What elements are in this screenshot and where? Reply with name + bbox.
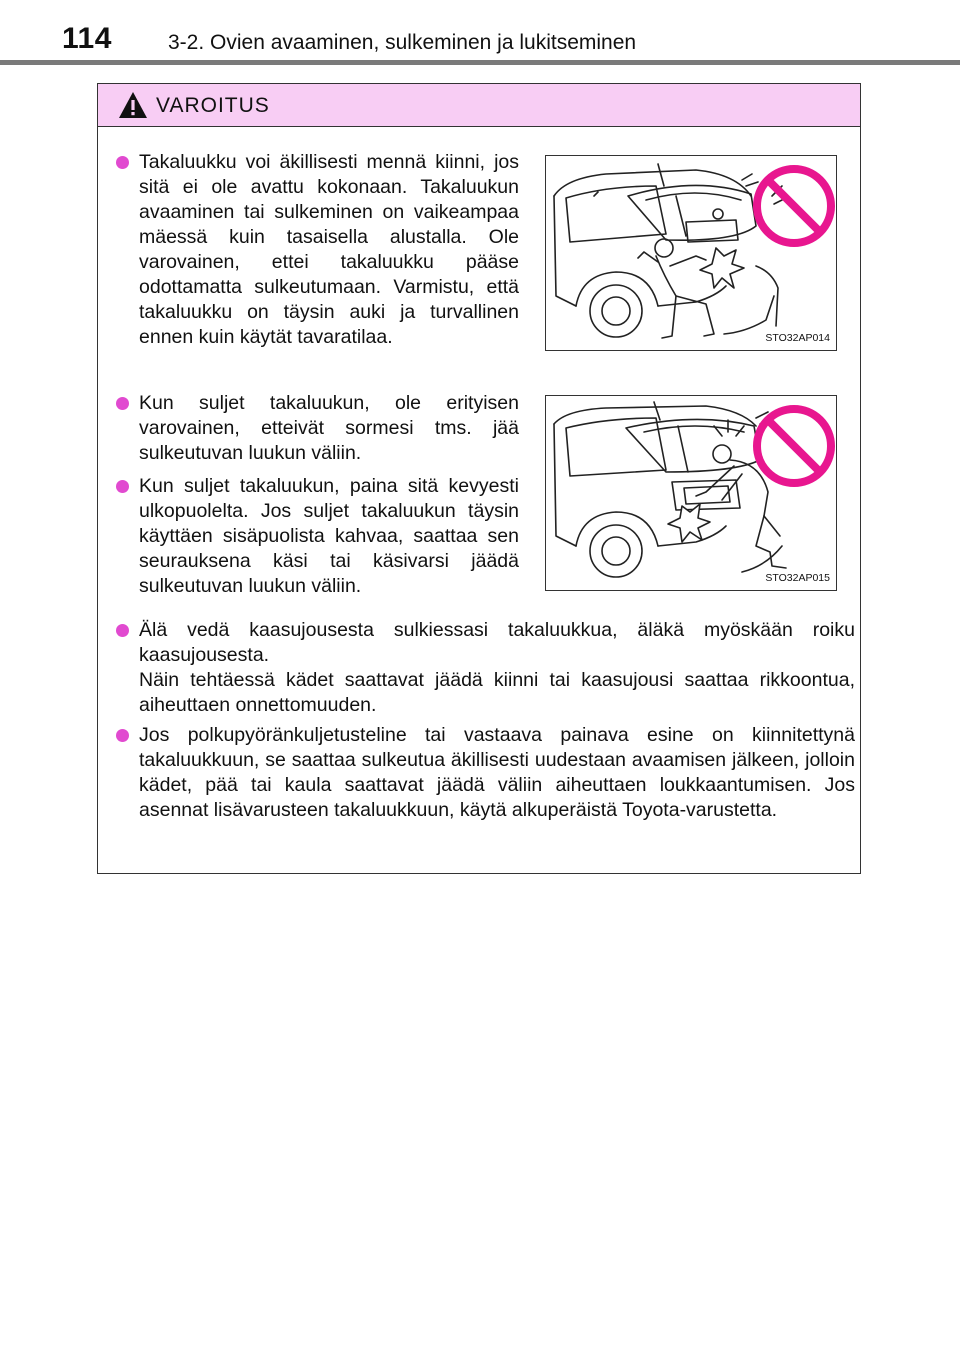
warning-item <box>113 150 519 350</box>
bullet-dot-icon <box>116 156 129 169</box>
figure-code: STO32AP015 <box>765 572 830 584</box>
warning-item-text: Takaluukku voi äkillisesti mennä kiinni, jos sitä ei ole avattu kokonaan. Takaluukun avaaminen tai sulkeminen on vaikeampaa mäessä kuin tasaisella alustalla. Ole varovainen, ettei takaluukku pääse odottamatta sulkeutumaan. Varmistu, että takaluukku on täysin auki ja turvallinen ennen kuin käytät tavaratilaa. <box>139 151 519 348</box>
figure-code: STO32AP014 <box>765 332 830 344</box>
bullet-dot-icon <box>116 480 129 493</box>
warning-item-text: Älä vedä kaasujousesta sulkiessasi takaluukkua, äläkä myöskään roiku kaasujousesta. <box>139 619 855 666</box>
warning-item <box>113 391 519 466</box>
bullet-dot-icon <box>116 624 129 637</box>
prohibition-icon <box>757 169 831 243</box>
prohibition-icon <box>757 409 831 483</box>
warning-header <box>98 84 860 127</box>
illustration-tailgate-closing <box>545 155 837 351</box>
warning-item-text: Kun suljet takaluukun, paina sitä kevyesti ulkopuolelta. Jos suljet takaluukun täysin käyttäen sisäpuolista kahvaa, saattaa sen seurauksena käsi tai käsivarsi jäädä sulkeutuvan luukun väliin. <box>139 475 519 597</box>
page-number: 114 <box>62 22 112 55</box>
warning-item-text: Kun suljet takaluukun, ole erityisen varovainen, etteivät sormesi tms. jää sulkeutuvan luukun väliin. <box>139 392 519 464</box>
bullet-dot-icon <box>116 729 129 742</box>
warning-item-text: Jos polkupyöränkuljetusteline tai vastaava painava esine on kiinnitettynä takaluukkuun, se saattaa sulkeutua äkillisesti uudestaan avaamisen jälkeen, jolloin kädet, pää tai kaula saattavat jäädä väliin aiheuttaen loukkaantumisen. Jos asennat lisävarusteen takaluukkuun, käytä alkuperäistä Toyota-varustetta. <box>139 724 855 821</box>
header-divider <box>0 60 960 65</box>
warning-item-note: Näin tehtäessä kädet saattavat jäädä kiinni tai kaasujousi saattaa rikkoontua, aiheuttaen onnettomuuden. <box>139 669 855 716</box>
warning-item <box>113 474 519 599</box>
warning-triangle-icon <box>118 91 148 119</box>
car-tailgate-illustration <box>546 156 836 350</box>
car-tailgate-illustration <box>546 396 836 590</box>
section-title: 3-2. Ovien avaaminen, sulkeminen ja lukitseminen <box>168 31 637 54</box>
page-header <box>0 0 960 68</box>
warning-title: VAROITUS <box>156 94 270 117</box>
warning-item <box>113 618 855 718</box>
bullet-dot-icon <box>116 397 129 410</box>
warning-item <box>113 723 855 823</box>
illustration-tailgate-handle <box>545 395 837 591</box>
